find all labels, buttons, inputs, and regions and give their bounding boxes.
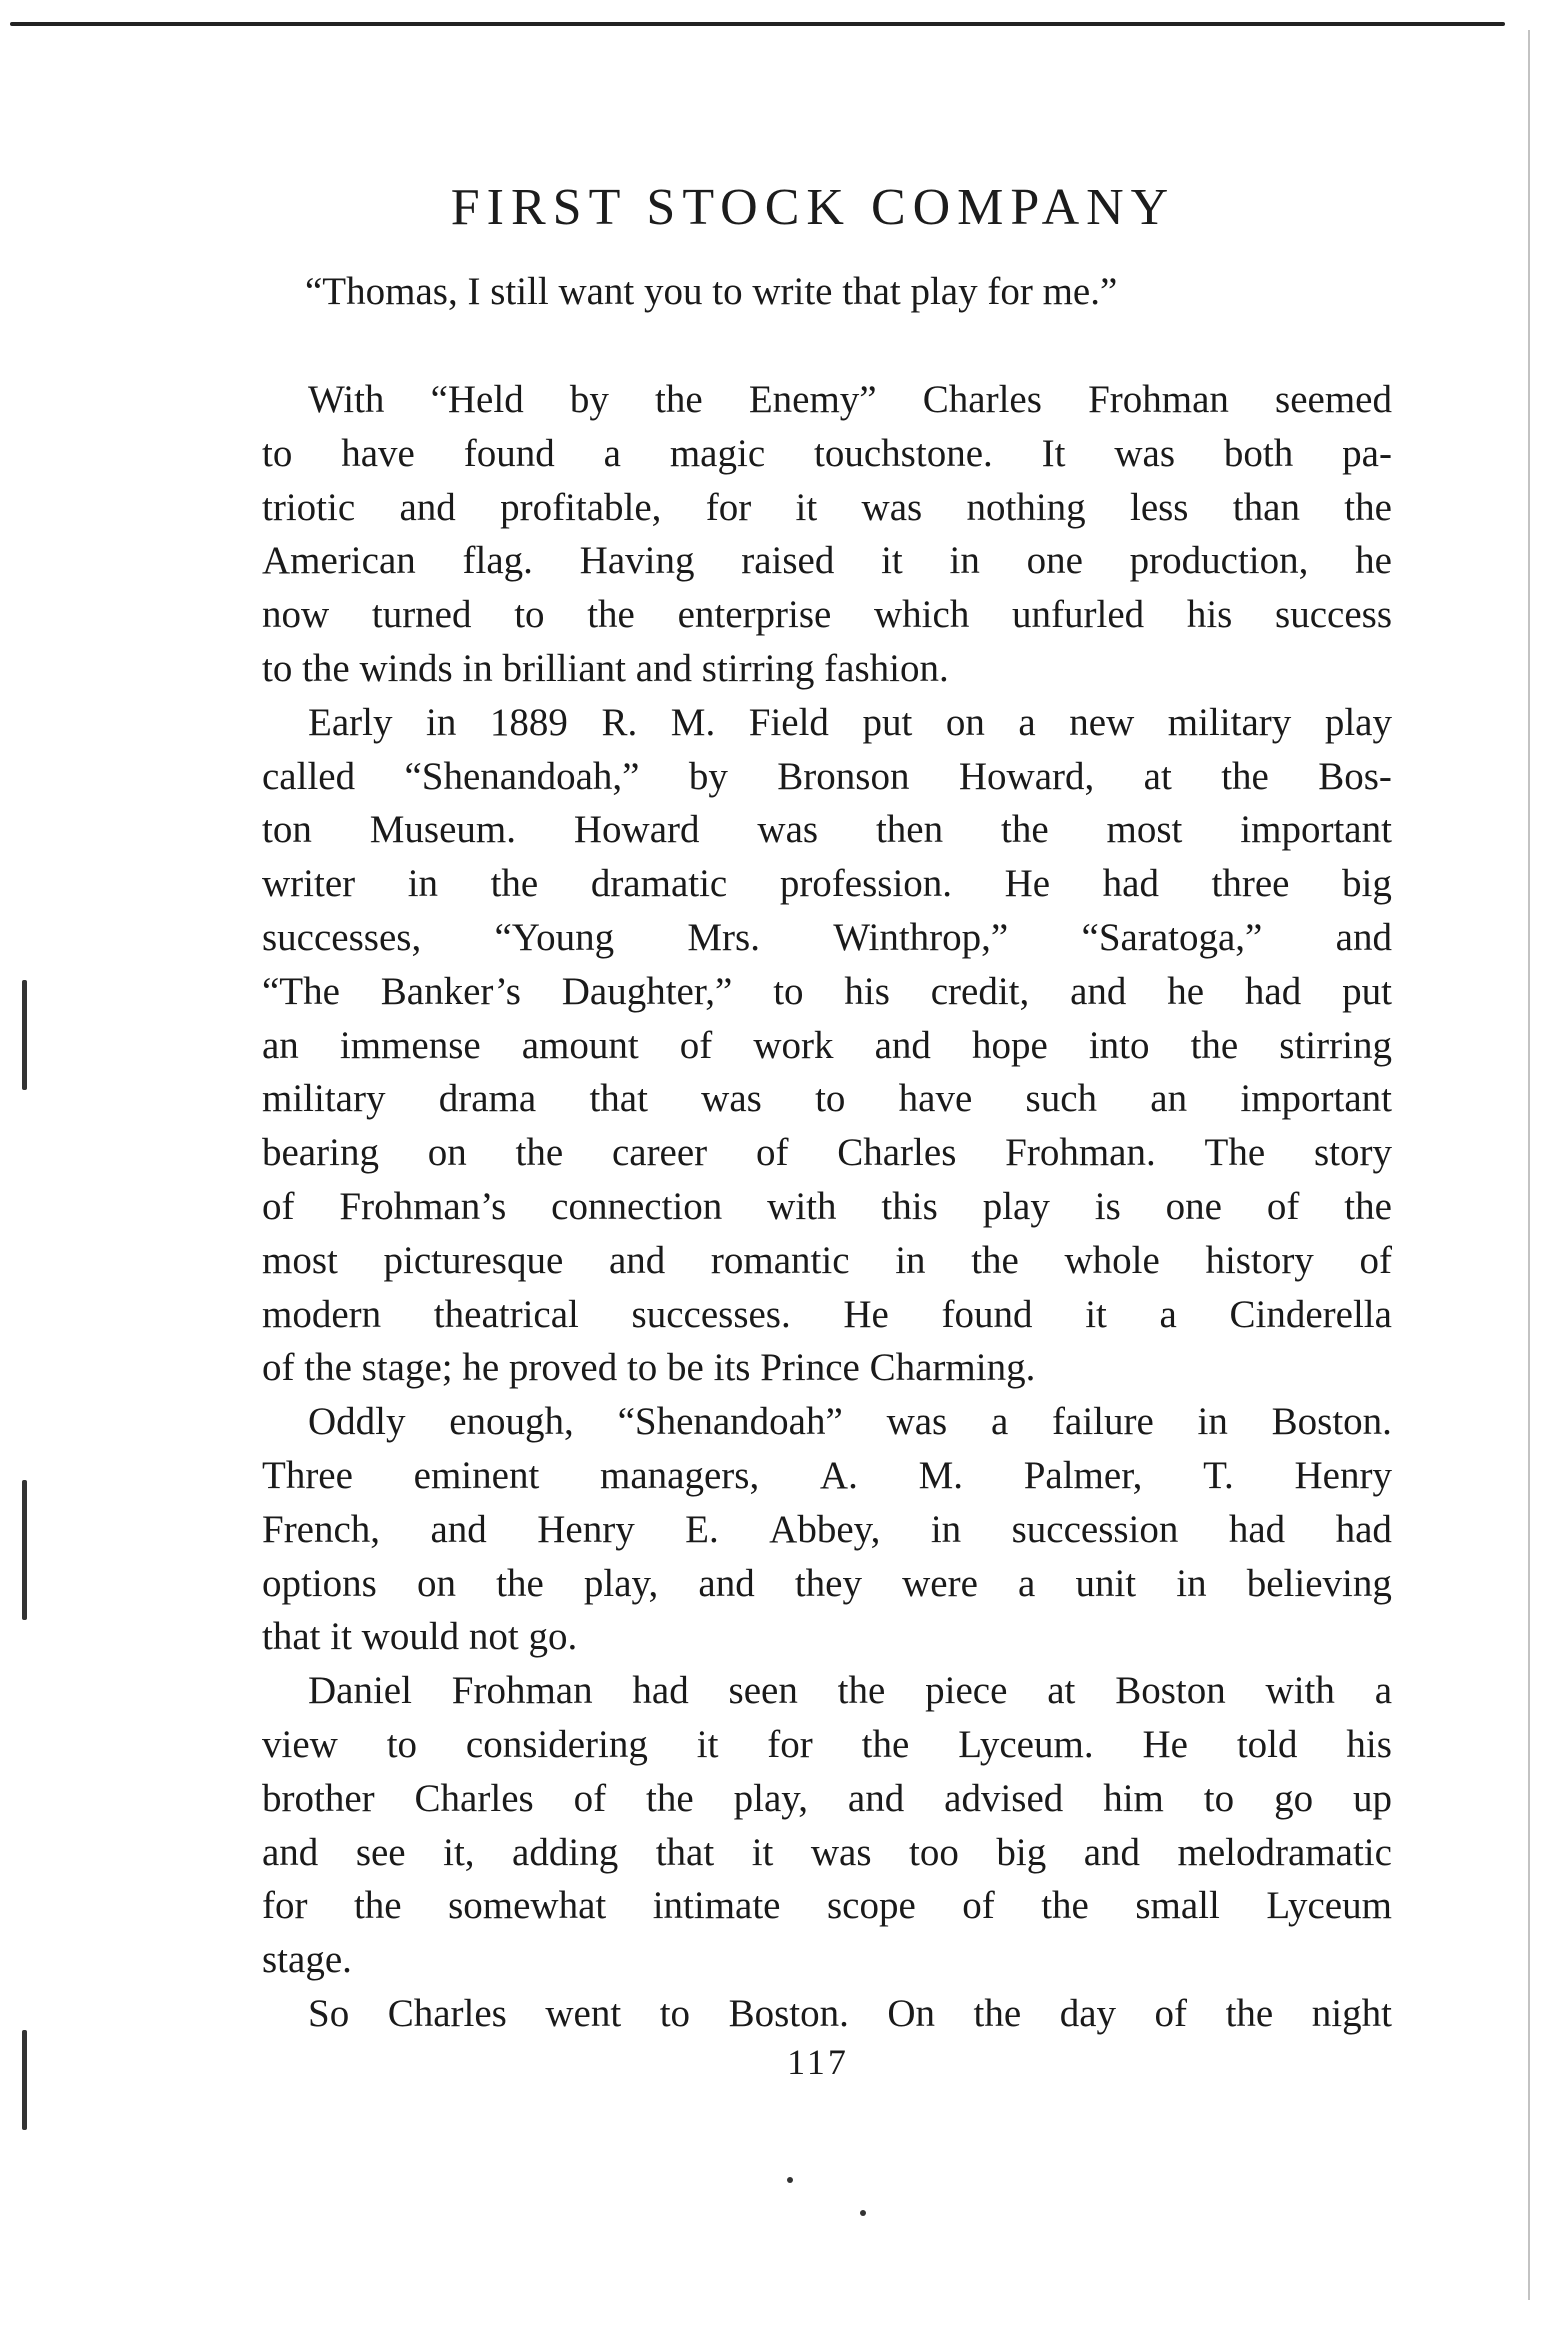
word: Early [308, 700, 393, 744]
word: of [1154, 1991, 1188, 2035]
word: He [1142, 1722, 1188, 1766]
word: of [679, 1023, 713, 1067]
word: a [1018, 700, 1036, 744]
word: A. [819, 1453, 858, 1497]
word: Abbey, [769, 1507, 881, 1551]
text-line [262, 1288, 1392, 1342]
word: Winthrop,” [833, 915, 1009, 959]
word: have [341, 431, 415, 475]
text-line [262, 588, 1392, 642]
word: “Held [430, 378, 524, 421]
word: triotic [262, 485, 356, 529]
word: three [1211, 862, 1290, 906]
word: view [262, 1722, 338, 1766]
word: Charles [387, 1991, 507, 2035]
word: Howard, [958, 754, 1095, 798]
word: and [430, 1507, 487, 1551]
word: it [696, 1722, 719, 1766]
word: that [589, 1077, 648, 1121]
word: the [490, 862, 539, 906]
word: was [757, 808, 819, 852]
word: small [1135, 1884, 1220, 1928]
word: intimate [652, 1884, 781, 1928]
word: in [407, 862, 439, 906]
word: had [1228, 1507, 1286, 1551]
word: a [1018, 1561, 1036, 1605]
text-line: stage. [262, 1938, 352, 1982]
word: most [262, 1238, 338, 1282]
word: his [1186, 593, 1233, 637]
word: in [949, 539, 980, 583]
word: and [1070, 969, 1127, 1013]
word: was [1114, 431, 1176, 475]
scan-edge-right [1528, 30, 1530, 2300]
word: whole [1064, 1238, 1160, 1282]
word: told [1236, 1722, 1298, 1766]
text-line [262, 1718, 1392, 1772]
word: advised [944, 1776, 1064, 1820]
word: important [1240, 1077, 1392, 1121]
word: have [898, 1077, 973, 1121]
word: 1889 [489, 700, 568, 744]
word: his [844, 969, 890, 1013]
word: Three [262, 1453, 353, 1497]
word: On [887, 1991, 936, 2035]
word: magic [669, 431, 766, 475]
word: the [1225, 1991, 1274, 2035]
text-line [262, 750, 1392, 804]
word: Henry [537, 1507, 635, 1551]
word: succession [1011, 1507, 1179, 1551]
word: The [1204, 1131, 1266, 1175]
word: hope [971, 1023, 1048, 1067]
word: most [1106, 808, 1183, 852]
word: piece [925, 1669, 1008, 1713]
word: the [655, 378, 703, 421]
word: the [1041, 1884, 1089, 1928]
text-line [262, 1772, 1392, 1826]
word: it [751, 1830, 774, 1874]
word: was [810, 1830, 872, 1874]
word: He [1004, 862, 1051, 906]
word: M. [918, 1453, 963, 1497]
word: called [262, 754, 356, 798]
word: day [1059, 1991, 1117, 2035]
word: were [902, 1561, 978, 1605]
word: bearing [262, 1131, 379, 1175]
word: production, [1129, 539, 1309, 583]
word: Frohman [451, 1669, 593, 1713]
ink-speck [860, 2210, 866, 2216]
word: raised [741, 539, 835, 583]
word: on [416, 1561, 456, 1605]
word: this [881, 1184, 938, 1228]
word: big [1342, 862, 1392, 906]
word: a [990, 1400, 1009, 1444]
text-line [262, 1664, 1392, 1718]
running-head: FIRST STOCK COMPANY [450, 179, 1176, 236]
word: Henry [1294, 1453, 1392, 1497]
word: M. [670, 700, 716, 744]
text-line: that it would not go. [262, 1615, 578, 1659]
text-line [262, 1234, 1392, 1288]
word: one [1026, 539, 1083, 583]
word: “Saratoga,” [1081, 915, 1263, 959]
word: at [1047, 1669, 1076, 1713]
quote-line: “Thomas, I still want you to write that play for me.” [305, 270, 1118, 313]
text-line [262, 1987, 1392, 2041]
word: found [463, 431, 555, 475]
text-line [262, 427, 1392, 481]
word: Mrs. [687, 915, 760, 959]
text-line [262, 1879, 1392, 1933]
word: It [1041, 431, 1066, 475]
page-number: 117 [787, 2042, 849, 2082]
word: of [962, 1884, 995, 1928]
word: of [573, 1776, 607, 1820]
text-line [262, 1019, 1392, 1073]
word: him [1103, 1776, 1164, 1820]
word: of [755, 1131, 789, 1175]
word: now [262, 593, 330, 637]
word: and [874, 1023, 931, 1067]
word: the [515, 1131, 564, 1175]
word: drama [438, 1077, 537, 1121]
word: play [1324, 700, 1392, 744]
word: military [262, 1077, 386, 1121]
word: Having [579, 539, 695, 583]
word: both [1223, 431, 1294, 475]
word: Bos- [1318, 754, 1392, 798]
word: by [688, 754, 728, 798]
word: at [1143, 754, 1172, 798]
word: dramatic [590, 862, 728, 906]
word: put [1342, 969, 1392, 1013]
text-line [262, 373, 1392, 427]
word: the [587, 593, 635, 637]
word: Charles [414, 1776, 534, 1820]
word: to [659, 1991, 691, 2035]
word: credit, [930, 969, 1030, 1013]
text-line [262, 1503, 1392, 1557]
gutter-mark [22, 980, 27, 1090]
word: found [941, 1292, 1033, 1336]
word: the [973, 1991, 1022, 2035]
word: connection [551, 1184, 723, 1228]
word: important [1240, 808, 1392, 852]
word: Charles [922, 378, 1042, 421]
word: it [1085, 1292, 1107, 1336]
word: the [353, 1884, 402, 1928]
word: military [1167, 700, 1292, 744]
word: one [1165, 1184, 1222, 1228]
word: the [1221, 754, 1269, 798]
word: it [881, 539, 903, 583]
word: he [1167, 969, 1205, 1013]
word: and [1335, 915, 1392, 959]
text-line: of the stage; he proved to be its Prince Charming. [262, 1346, 1036, 1390]
word: options [262, 1561, 377, 1605]
word: the [1344, 485, 1392, 529]
word: had [632, 1669, 689, 1713]
word: ton [262, 808, 312, 852]
word: Oddly [308, 1400, 406, 1444]
word: “Shenandoah” [617, 1400, 843, 1444]
word: and [847, 1776, 905, 1820]
word: successes, [262, 915, 422, 959]
word: the [1001, 808, 1049, 852]
text-line [262, 1826, 1392, 1880]
word: eminent [413, 1453, 540, 1497]
text-line: to the winds in brilliant and stirring fashion. [262, 646, 949, 690]
word: picturesque [383, 1238, 564, 1282]
word: Boston. [1271, 1400, 1392, 1444]
word: Charles [837, 1131, 957, 1175]
word: turned [371, 593, 472, 637]
word: Enemy” [748, 378, 877, 421]
word: successes. [631, 1292, 791, 1336]
word: and [262, 1830, 319, 1874]
text-line [262, 1180, 1392, 1234]
word: T. [1203, 1453, 1234, 1497]
text-line [262, 911, 1392, 965]
word: that [655, 1830, 715, 1874]
word: put [862, 700, 913, 744]
word: Bronson [777, 754, 910, 798]
word: immense [339, 1023, 481, 1067]
word: So [308, 1991, 350, 2035]
word: an [1150, 1077, 1188, 1121]
word: to [815, 1077, 846, 1121]
ink-speck [787, 2177, 793, 2183]
word: career [611, 1131, 708, 1175]
word: Frohman’s [339, 1184, 507, 1228]
word: the [1190, 1023, 1239, 1067]
word: is [1094, 1184, 1121, 1228]
word: for [767, 1722, 813, 1766]
word: amount [521, 1023, 639, 1067]
word: “The [262, 969, 340, 1013]
word: “Young [494, 915, 615, 959]
word: in [895, 1238, 926, 1282]
word: for [705, 485, 752, 529]
word: with [1265, 1669, 1335, 1713]
word: pa- [1342, 431, 1392, 475]
text-line [262, 965, 1392, 1019]
word: E. [685, 1507, 719, 1551]
word: he [1355, 539, 1392, 583]
word: Boston. [728, 1991, 849, 2035]
word: too [909, 1830, 959, 1874]
word: in [1176, 1561, 1207, 1605]
text-line [262, 1126, 1392, 1180]
word: by [569, 378, 609, 421]
word: a [1159, 1292, 1177, 1336]
body-text [262, 373, 1392, 2041]
word: his [1346, 1722, 1392, 1766]
word: Lyceum. [958, 1722, 1094, 1766]
word: it [795, 485, 818, 529]
word: was [886, 1400, 948, 1444]
word: went [545, 1991, 622, 2035]
word: Daniel [308, 1669, 412, 1713]
word: see [355, 1830, 406, 1874]
word: history [1205, 1238, 1314, 1282]
word: enough, [449, 1400, 574, 1444]
word: new [1069, 700, 1135, 744]
word: unit [1075, 1561, 1137, 1605]
word: on [427, 1131, 467, 1175]
word: R. [601, 700, 638, 744]
word: believing [1246, 1561, 1392, 1605]
word: big [996, 1830, 1047, 1874]
word: to [386, 1722, 418, 1766]
text-line [262, 481, 1392, 535]
word: touchstone. [814, 431, 993, 475]
word: the [496, 1561, 544, 1605]
word: and [608, 1238, 666, 1282]
word: American [262, 539, 416, 583]
word: Howard [573, 808, 700, 852]
word: the [861, 1722, 910, 1766]
word: flag. [462, 539, 533, 583]
word: they [794, 1561, 862, 1605]
word: theatrical [433, 1292, 579, 1336]
word: profession. [779, 862, 953, 906]
word: less [1129, 485, 1189, 529]
word: Boston [1115, 1669, 1226, 1713]
word: the [646, 1776, 694, 1820]
word: an [262, 1023, 299, 1067]
word: play [982, 1184, 1050, 1228]
word: work [753, 1023, 834, 1067]
word: than [1232, 485, 1300, 529]
word: was [861, 485, 923, 529]
scan-edge-top [10, 22, 1505, 26]
text-line [262, 534, 1392, 588]
word: Frohman. [1005, 1131, 1156, 1175]
word: of [262, 1184, 295, 1228]
word: in [426, 700, 457, 744]
word: scope [826, 1884, 916, 1928]
word: considering [465, 1722, 648, 1766]
word: writer [262, 862, 356, 906]
word: adding [512, 1830, 619, 1874]
word: and [698, 1561, 755, 1605]
word: Cinderella [1229, 1292, 1392, 1336]
text-line [262, 696, 1392, 750]
word: seen [728, 1669, 798, 1713]
word: and [1083, 1830, 1141, 1874]
text-line [262, 1557, 1392, 1611]
word: French, [262, 1507, 381, 1551]
word: of [1359, 1238, 1392, 1282]
word: success [1275, 593, 1392, 637]
text-line [262, 1449, 1392, 1503]
word: go [1274, 1776, 1314, 1820]
word: Daughter,” [561, 969, 733, 1013]
gutter-mark [22, 1480, 27, 1620]
word: to [773, 969, 804, 1013]
word: in [1197, 1400, 1228, 1444]
word: Lyceum [1266, 1884, 1392, 1928]
text-line [262, 857, 1392, 911]
word: a [1374, 1669, 1392, 1713]
word: Museum. [369, 808, 516, 852]
word: for [262, 1884, 308, 1928]
word: night [1311, 1991, 1392, 2035]
word: play, [733, 1776, 808, 1820]
word: the [1344, 1184, 1392, 1228]
word: failure [1052, 1400, 1154, 1444]
word: nothing [966, 485, 1086, 529]
text-line [262, 803, 1392, 857]
word: With [308, 378, 385, 421]
word: to [514, 593, 545, 637]
word: romantic [710, 1238, 850, 1282]
word: on [945, 700, 985, 744]
word: had [1335, 1507, 1392, 1551]
word: “Shenandoah,” [404, 754, 640, 798]
word: Banker’s [380, 969, 521, 1013]
text-line [262, 1072, 1392, 1126]
word: seemed [1275, 378, 1392, 421]
word: and [399, 485, 456, 529]
word: modern [262, 1292, 382, 1336]
word: Palmer, [1023, 1453, 1143, 1497]
word: Field [748, 700, 829, 744]
word: stirring [1279, 1023, 1392, 1067]
word: unfurled [1012, 593, 1145, 637]
word: Frohman [1088, 378, 1229, 421]
word: was [701, 1077, 762, 1121]
word: He [843, 1292, 889, 1336]
text-line [262, 1395, 1392, 1449]
word: in [930, 1507, 962, 1551]
word: profitable, [500, 485, 662, 529]
word: enterprise [677, 593, 832, 637]
word: managers, [600, 1453, 760, 1497]
word: had [1244, 969, 1302, 1013]
word: it, [443, 1830, 475, 1874]
word: of [1266, 1184, 1300, 1228]
word: brother [262, 1776, 375, 1820]
word: story [1313, 1131, 1392, 1175]
word: with [767, 1184, 837, 1228]
word: such [1025, 1077, 1098, 1121]
word: up [1352, 1776, 1392, 1820]
word: the [837, 1669, 886, 1713]
word: somewhat [448, 1884, 607, 1928]
word: to [262, 431, 293, 475]
word: play, [583, 1561, 659, 1605]
word: then [875, 808, 944, 852]
word: which [874, 593, 970, 637]
word: into [1088, 1023, 1150, 1067]
word: melodramatic [1177, 1830, 1392, 1874]
word: had [1102, 862, 1159, 906]
word: a [603, 431, 621, 475]
word: the [971, 1238, 1019, 1282]
word: to [1203, 1776, 1235, 1820]
